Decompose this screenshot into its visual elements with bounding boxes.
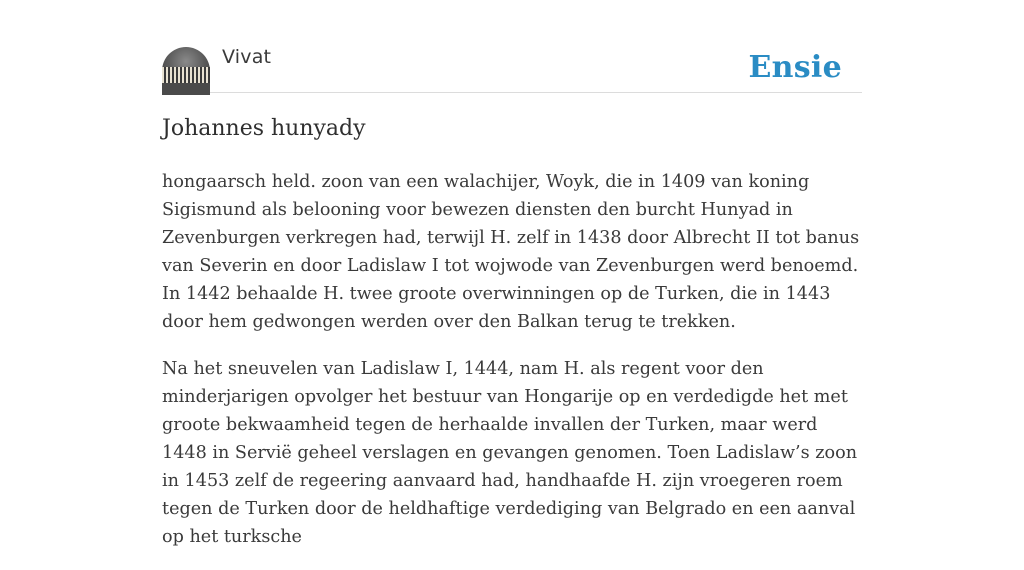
shelf-shadow xyxy=(162,83,210,95)
author-name[interactable]: Vivat xyxy=(222,46,272,68)
article-title: Johannes hunyady xyxy=(162,116,366,141)
article-paragraph: Na het sneuvelen van Ladislaw I, 1444, nam H. als regent voor den minderjarigen opvolger het bestuur van Hongarije op en verdedigde het met groote bekwaamheid tegen de herhaalde invallen der Turken, maar werd 1448 in Servië geheel verslagen en gevangen genomen. Toen Ladislaw’s zoon in 1453 zelf de regeering aanvaard had, handhaafde H. zijn vroegeren roem tegen de Turken door de heldhaftige verdediging van Belgrado en een aanval op het turksche xyxy=(162,359,858,547)
article-body xyxy=(162,168,862,570)
bookshelf-icon xyxy=(162,67,210,83)
article-page xyxy=(162,0,862,547)
article-paragraph: hongaarsch held. zoon van een walachijer, Woyk, die in 1409 van koning Sigismund als belooning voor bewezen diensten den burcht Hunyad in Zevenburgen verkregen had, terwijl H. zelf in 1438 door Albrecht II tot banus van Severin en door Ladislaw I tot wojwode van Zevenburgen werd benoemd. In 1442 behaalde H. twee groote overwinningen op de Turken, die in 1443 door hem gedwongen werden over den Balkan terug te trekken. xyxy=(162,172,860,332)
author-avatar[interactable] xyxy=(162,47,210,95)
article-header xyxy=(162,0,862,93)
brand-logo[interactable]: Ensie xyxy=(748,50,842,85)
